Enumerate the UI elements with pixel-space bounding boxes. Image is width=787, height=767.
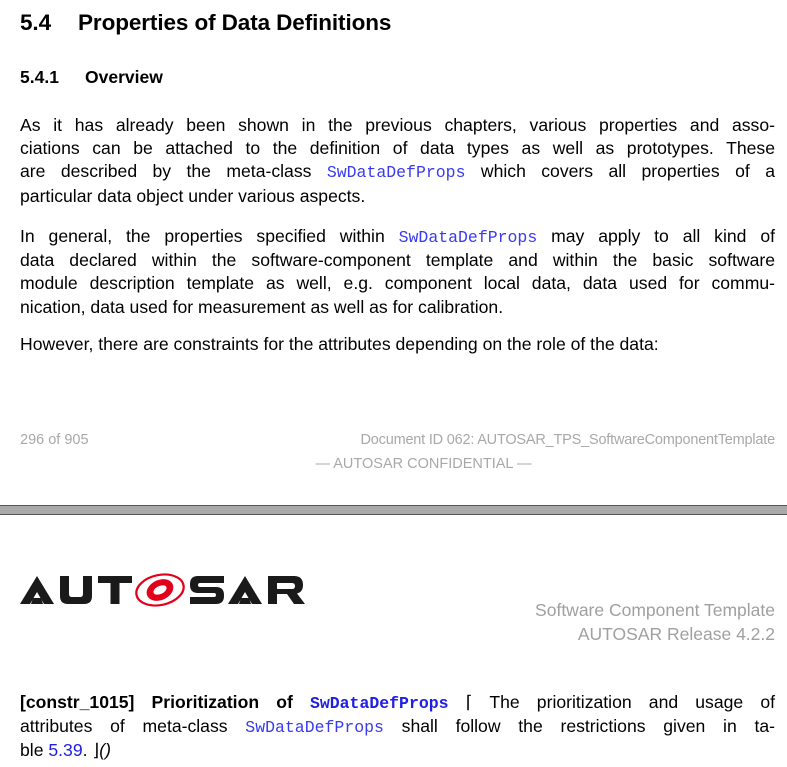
text-line — [20, 715, 775, 739]
text-span: which covers all properties of a — [465, 161, 775, 182]
section-heading — [20, 10, 391, 36]
autosar-logo — [20, 570, 306, 610]
autosar-logo-icon — [20, 570, 306, 610]
section-number: 5.4 — [20, 10, 51, 35]
swdatadefprops-link[interactable]: SwDataDefProps — [326, 163, 466, 183]
text-line — [20, 691, 775, 715]
text-line: data declared within the software-component template and within the basic software — [20, 250, 775, 271]
confidentiality-notice: — AUTOSAR CONFIDENTIAL — — [315, 456, 532, 472]
text-line — [20, 739, 775, 762]
paragraph-overview-3 — [20, 333, 775, 356]
text-span: . — [82, 740, 93, 761]
close-bracket: ⌋ — [92, 740, 100, 761]
text-line: nication, data used for measurement as well as for calibration. — [20, 296, 504, 317]
constraint-title: Prioritization of — [151, 692, 310, 712]
text-line: particular data object under various aspects. — [20, 185, 366, 206]
text-span: attributes of meta-class — [20, 716, 246, 737]
paragraph-overview-2 — [20, 225, 775, 319]
subsection-heading — [20, 67, 163, 88]
text-span: may apply to all kind of — [537, 226, 775, 246]
text-line: However, there are constraints for the attributes depending on the role of the data: — [20, 334, 659, 354]
constraint-id: [constr_1015] — [20, 692, 135, 712]
trace-reference: () — [99, 740, 111, 761]
text-span: The prioritization and usage of — [472, 692, 775, 712]
document-id: Document ID 062: AUTOSAR_TPS_SoftwareComponentTemplate — [360, 432, 775, 448]
constraint-block — [20, 691, 775, 763]
text-span: In general, the properties specified within — [20, 226, 399, 246]
page-number: 296 of 905 — [20, 432, 89, 448]
swdatadefprops-link[interactable]: SwDataDefProps — [309, 694, 449, 713]
swdatadefprops-link[interactable]: SwDataDefProps — [398, 228, 538, 247]
text-span: ble — [20, 740, 49, 761]
subsection-number: 5.4.1 — [20, 67, 59, 87]
paragraph-overview-1 — [20, 114, 775, 208]
text-span: are described by the meta-class — [20, 161, 327, 182]
text-line: As it has already been shown in the previous chapters, various properties and asso- — [20, 115, 775, 135]
text-line — [20, 225, 775, 249]
text-span: shall follow the restrictions given in ta- — [383, 716, 775, 737]
open-bracket: ⌈ — [465, 692, 473, 712]
document-title: Software Component Template — [535, 600, 775, 620]
text-line: module description template as well, e.g. component local data, data used for commu- — [20, 273, 775, 294]
subsection-title: Overview — [85, 67, 163, 87]
swdatadefprops-link[interactable]: SwDataDefProps — [245, 718, 384, 738]
page-separator — [0, 505, 787, 515]
table-reference-link[interactable]: 5.39 — [48, 740, 83, 761]
text-line — [20, 160, 775, 184]
release-version: AUTOSAR Release 4.2.2 — [577, 624, 775, 644]
section-title: Properties of Data Definitions — [78, 10, 392, 35]
text-line: ciations can be attached to the definition of data types as well as prototypes. These — [20, 138, 775, 159]
